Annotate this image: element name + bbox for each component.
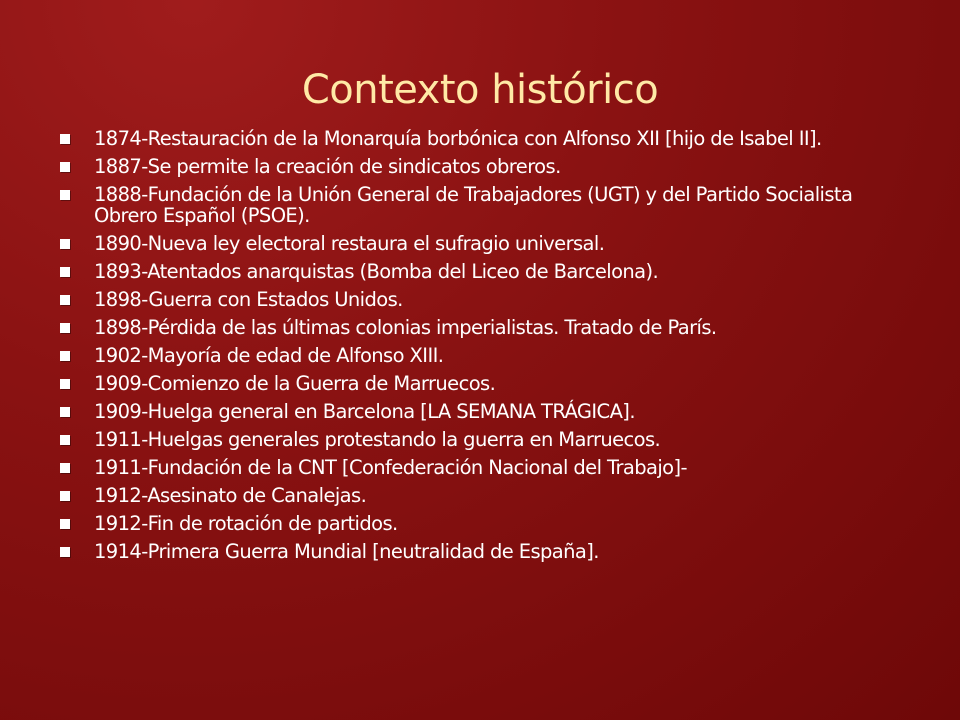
list-item (60, 184, 910, 226)
list-item (60, 401, 910, 422)
list-item-text: 1911-Huelgas generales protestando la guerra en Marruecos. (94, 428, 661, 451)
list-item-text: 1893-Atentados anarquistas (Bomba del Liceo de Barcelona). (94, 260, 659, 283)
square-bullet-icon (60, 519, 70, 529)
list-item-text: 1914-Primera Guerra Mundial [neutralidad de España]. (94, 540, 599, 563)
list-item (60, 289, 910, 310)
list-item-text: 1898-Guerra con Estados Unidos. (94, 288, 403, 311)
list-item-text: 1874-Restauración de la Monarquía borbónica con Alfonso XII [hijo de Isabel II]. (94, 127, 822, 150)
list-item-text: 1909-Huelga general en Barcelona [LA SEMANA TRÁGICA]. (94, 400, 635, 423)
slide-title: Contexto histórico (301, 67, 659, 113)
square-bullet-icon (60, 134, 70, 144)
list-item (60, 485, 910, 506)
list-item (60, 513, 910, 534)
list-item (60, 261, 910, 282)
square-bullet-icon (60, 162, 70, 172)
square-bullet-icon (60, 435, 70, 445)
list-item (60, 373, 910, 394)
square-bullet-icon (60, 351, 70, 361)
list-item (60, 317, 910, 338)
list-item (60, 429, 910, 450)
square-bullet-icon (60, 547, 70, 557)
square-bullet-icon (60, 491, 70, 501)
list-item-text: 1902-Mayoría de edad de Alfonso XIII. (94, 344, 444, 367)
list-item (60, 345, 910, 366)
list-item-text: 1911-Fundación de la CNT [Confederación Nacional del Trabajo]- (94, 456, 687, 479)
square-bullet-icon (60, 267, 70, 277)
list-item (60, 233, 910, 254)
timeline-list (60, 128, 910, 569)
square-bullet-icon (60, 379, 70, 389)
square-bullet-icon (60, 463, 70, 473)
list-item (60, 541, 910, 562)
list-item (60, 128, 910, 149)
list-item (60, 457, 910, 478)
square-bullet-icon (60, 239, 70, 249)
list-item-text: 1898-Pérdida de las últimas colonias imperialistas. Tratado de París. (94, 316, 717, 339)
square-bullet-icon (60, 407, 70, 417)
list-item-text: 1888-Fundación de la Unión General de Trabajadores (UGT) y del Partido Socialista Obrero Español (PSOE). (94, 183, 853, 227)
square-bullet-icon (60, 295, 70, 305)
square-bullet-icon (60, 190, 70, 200)
list-item-text: 1912-Fin de rotación de partidos. (94, 512, 398, 535)
list-item-text: 1890-Nueva ley electoral restaura el sufragio universal. (94, 232, 605, 255)
list-item-text: 1912-Asesinato de Canalejas. (94, 484, 367, 507)
square-bullet-icon (60, 323, 70, 333)
list-item-text: 1887-Se permite la creación de sindicatos obreros. (94, 155, 561, 178)
list-item-text: 1909-Comienzo de la Guerra de Marruecos. (94, 372, 496, 395)
list-item (60, 156, 910, 177)
